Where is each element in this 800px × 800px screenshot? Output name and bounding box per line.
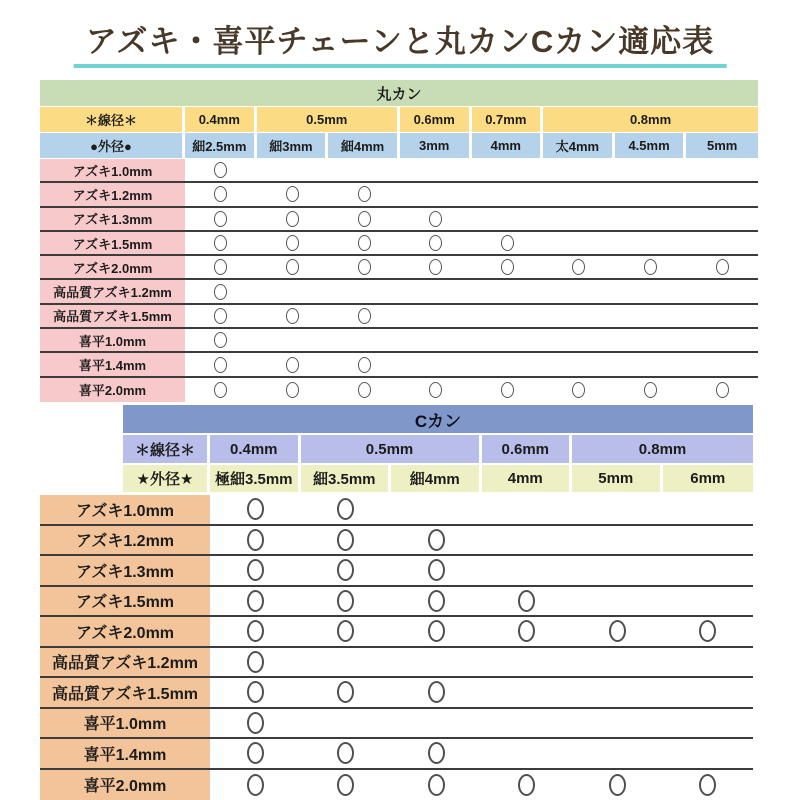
- wire-diameter-value: 0.4mm: [210, 435, 301, 463]
- mark-cell: [686, 280, 758, 302]
- outer-diameter-value: 3mm: [400, 133, 472, 158]
- mark-cell: [472, 208, 544, 230]
- mark-cell: [328, 208, 400, 230]
- mark-cell: [301, 648, 392, 677]
- mark-cell: [615, 232, 687, 254]
- compatible-circle-mark: [286, 357, 299, 373]
- mark-cell: [257, 305, 329, 327]
- chain-type-label: 高品質アズキ1.5mm: [40, 678, 210, 707]
- compatible-circle-mark: [286, 308, 299, 324]
- compatible-circle-mark: [428, 742, 445, 764]
- marukan-wire-diameter-row: [40, 107, 758, 132]
- mark-cell: [328, 329, 400, 351]
- mark-cell: [572, 770, 663, 800]
- mark-cell: [543, 280, 615, 302]
- compatible-circle-mark: [286, 235, 299, 251]
- mark-cell: [210, 678, 301, 707]
- marukan-outer-diameter-row: [40, 133, 758, 158]
- table-row: [40, 232, 758, 256]
- mark-cell: [301, 709, 392, 738]
- table-row: [40, 526, 753, 557]
- table-row: [40, 617, 753, 648]
- mark-cell: [391, 587, 482, 616]
- mark-cell: [210, 739, 301, 768]
- mark-cell: [400, 353, 472, 375]
- outer-diameter-value: 5mm: [572, 465, 663, 492]
- chain-type-label: 高品質アズキ1.2mm: [40, 280, 185, 302]
- compatible-circle-mark: [358, 259, 371, 275]
- mark-cell: [391, 648, 482, 677]
- compatible-circle-mark: [429, 382, 442, 398]
- mark-cell: [686, 183, 758, 205]
- mark-cell: [257, 208, 329, 230]
- mark-cell: [400, 280, 472, 302]
- compatible-circle-mark: [286, 211, 299, 227]
- table-row: [40, 280, 758, 304]
- chain-type-label: アズキ1.3mm: [40, 208, 185, 230]
- mark-cell: [472, 305, 544, 327]
- wire-diameter-value: 0.7mm: [472, 107, 544, 132]
- compatible-circle-mark: [214, 332, 227, 348]
- outer-diameter-value: 4.5mm: [615, 133, 687, 158]
- mark-cell: [686, 378, 758, 402]
- mark-cell: [391, 770, 482, 800]
- compatible-circle-mark: [247, 498, 264, 520]
- mark-cell: [391, 709, 482, 738]
- mark-cell: [686, 305, 758, 327]
- outer-diameter-value: 細2.5mm: [185, 133, 257, 158]
- table-row: [40, 378, 758, 402]
- chain-type-label: アズキ1.2mm: [40, 526, 210, 555]
- mark-cell: [301, 587, 392, 616]
- table-row: [40, 329, 758, 353]
- mark-cell: [391, 495, 482, 524]
- compatible-circle-mark: [214, 357, 227, 373]
- compatible-circle-mark: [214, 162, 227, 178]
- mark-cell: [572, 648, 663, 677]
- mark-cell: [663, 617, 754, 646]
- mark-cell: [472, 378, 544, 402]
- table-row: [40, 183, 758, 207]
- compatible-circle-mark: [214, 259, 227, 275]
- wire-diameter-value: 0.6mm: [400, 107, 472, 132]
- mark-cell: [663, 587, 754, 616]
- wire-diameter-row-label: ＊線径＊: [123, 435, 210, 463]
- mark-cell: [210, 556, 301, 585]
- compatible-circle-mark: [337, 590, 354, 612]
- mark-cell: [185, 159, 257, 181]
- mark-cell: [615, 353, 687, 375]
- ckan-wire-diameter-row: [123, 435, 753, 463]
- mark-cell: [615, 183, 687, 205]
- mark-cell: [210, 709, 301, 738]
- chain-type-label: 喜平1.0mm: [40, 709, 210, 738]
- mark-cell: [543, 256, 615, 278]
- mark-cell: [482, 526, 573, 555]
- compatible-circle-mark: [429, 259, 442, 275]
- mark-cell: [301, 770, 392, 800]
- mark-cell: [686, 159, 758, 181]
- compatible-circle-mark: [609, 620, 626, 642]
- compatible-circle-mark: [337, 620, 354, 642]
- compatible-circle-mark: [428, 559, 445, 581]
- mark-cell: [663, 739, 754, 768]
- mark-cell: [686, 353, 758, 375]
- mark-cell: [663, 526, 754, 555]
- mark-cell: [615, 159, 687, 181]
- table-row: [40, 556, 753, 587]
- wire-diameter-value: 0.5mm: [257, 107, 400, 132]
- mark-cell: [257, 183, 329, 205]
- outer-diameter-value: 細3mm: [257, 133, 329, 158]
- mark-cell: [482, 587, 573, 616]
- compatible-circle-mark: [358, 186, 371, 202]
- mark-cell: [400, 305, 472, 327]
- wire-diameter-value: 0.6mm: [482, 435, 573, 463]
- compatible-circle-mark: [644, 259, 657, 275]
- mark-cell: [472, 232, 544, 254]
- compatible-circle-mark: [247, 742, 264, 764]
- chain-type-label: 高品質アズキ1.2mm: [40, 648, 210, 677]
- mark-cell: [482, 678, 573, 707]
- mark-cell: [257, 353, 329, 375]
- compatible-circle-mark: [428, 774, 445, 796]
- mark-cell: [572, 495, 663, 524]
- marukan-table: [40, 80, 758, 402]
- compatible-circle-mark: [501, 259, 514, 275]
- mark-cell: [663, 770, 754, 800]
- outer-diameter-row-label: ★外径★: [123, 465, 210, 492]
- table-row: [40, 678, 753, 709]
- mark-cell: [572, 526, 663, 555]
- wire-diameter-value: 0.5mm: [301, 435, 482, 463]
- chain-type-label: アズキ1.5mm: [40, 587, 210, 616]
- ckan-table-header: Cカン: [123, 405, 753, 433]
- outer-diameter-value: 極細3.5mm: [210, 465, 301, 492]
- mark-cell: [185, 329, 257, 351]
- mark-cell: [572, 709, 663, 738]
- mark-cell: [210, 617, 301, 646]
- outer-diameter-row-label: ●外径●: [40, 133, 185, 158]
- mark-cell: [328, 159, 400, 181]
- mark-cell: [615, 280, 687, 302]
- compatible-circle-mark: [247, 529, 264, 551]
- mark-cell: [615, 329, 687, 351]
- mark-cell: [328, 256, 400, 278]
- chain-type-label: 喜平1.4mm: [40, 353, 185, 375]
- table-row: [40, 495, 753, 526]
- mark-cell: [472, 280, 544, 302]
- compatible-circle-mark: [337, 681, 354, 703]
- mark-cell: [482, 648, 573, 677]
- mark-cell: [257, 329, 329, 351]
- mark-cell: [185, 256, 257, 278]
- compatible-circle-mark: [214, 284, 227, 300]
- mark-cell: [472, 353, 544, 375]
- mark-cell: [400, 208, 472, 230]
- mark-cell: [615, 378, 687, 402]
- table-row: [40, 739, 753, 770]
- mark-cell: [400, 329, 472, 351]
- mark-cell: [615, 305, 687, 327]
- mark-cell: [301, 617, 392, 646]
- compatible-circle-mark: [572, 382, 585, 398]
- compatible-circle-mark: [337, 498, 354, 520]
- mark-cell: [257, 159, 329, 181]
- mark-cell: [210, 495, 301, 524]
- mark-cell: [301, 495, 392, 524]
- mark-cell: [482, 709, 573, 738]
- mark-cell: [615, 208, 687, 230]
- table-row: [40, 587, 753, 618]
- mark-cell: [543, 305, 615, 327]
- compatible-circle-mark: [572, 259, 585, 275]
- chain-type-label: アズキ2.0mm: [40, 617, 210, 646]
- mark-cell: [185, 208, 257, 230]
- mark-cell: [472, 183, 544, 205]
- compatible-circle-mark: [337, 559, 354, 581]
- mark-cell: [686, 232, 758, 254]
- mark-cell: [572, 617, 663, 646]
- ckan-outer-diameter-row: [123, 465, 753, 492]
- compatible-circle-mark: [247, 559, 264, 581]
- compatible-circle-mark: [337, 742, 354, 764]
- mark-cell: [572, 587, 663, 616]
- compatible-circle-mark: [337, 529, 354, 551]
- chain-type-label: アズキ1.0mm: [40, 159, 185, 181]
- mark-cell: [543, 378, 615, 402]
- compatible-circle-mark: [247, 620, 264, 642]
- table-row: [40, 709, 753, 740]
- chain-type-label: アズキ1.5mm: [40, 232, 185, 254]
- mark-cell: [400, 378, 472, 402]
- marukan-table-body: [40, 159, 758, 402]
- compatible-circle-mark: [247, 712, 264, 734]
- compatible-circle-mark: [214, 211, 227, 227]
- mark-cell: [185, 232, 257, 254]
- mark-cell: [210, 648, 301, 677]
- mark-cell: [482, 556, 573, 585]
- mark-cell: [400, 183, 472, 205]
- table-row: [40, 305, 758, 329]
- compatible-circle-mark: [214, 308, 227, 324]
- outer-diameter-value: 6mm: [663, 465, 754, 492]
- mark-cell: [257, 280, 329, 302]
- chain-type-label: 喜平1.0mm: [40, 329, 185, 351]
- mark-cell: [301, 678, 392, 707]
- mark-cell: [328, 305, 400, 327]
- compatible-circle-mark: [358, 211, 371, 227]
- compatible-circle-mark: [286, 259, 299, 275]
- compatible-circle-mark: [247, 774, 264, 796]
- mark-cell: [328, 232, 400, 254]
- compatible-circle-mark: [518, 590, 535, 612]
- chain-type-label: アズキ1.0mm: [40, 495, 210, 524]
- compatible-circle-mark: [428, 590, 445, 612]
- mark-cell: [391, 739, 482, 768]
- mark-cell: [400, 232, 472, 254]
- mark-cell: [615, 256, 687, 278]
- mark-cell: [328, 183, 400, 205]
- mark-cell: [472, 329, 544, 351]
- mark-cell: [543, 183, 615, 205]
- wire-diameter-value: 0.8mm: [543, 107, 758, 132]
- compatible-circle-mark: [214, 235, 227, 251]
- compatible-circle-mark: [501, 235, 514, 251]
- ckan-table: [40, 405, 753, 800]
- compatible-circle-mark: [644, 382, 657, 398]
- mark-cell: [257, 256, 329, 278]
- compatible-circle-mark: [429, 235, 442, 251]
- mark-cell: [391, 617, 482, 646]
- mark-cell: [663, 495, 754, 524]
- table-row: [40, 648, 753, 679]
- mark-cell: [185, 183, 257, 205]
- outer-diameter-value: 4mm: [482, 465, 573, 492]
- wire-diameter-value: 0.8mm: [572, 435, 753, 463]
- compatible-circle-mark: [214, 382, 227, 398]
- compatible-circle-mark: [358, 382, 371, 398]
- compatible-circle-mark: [518, 774, 535, 796]
- mark-cell: [543, 353, 615, 375]
- ckan-table-body: [40, 495, 753, 800]
- table-row: [40, 256, 758, 280]
- mark-cell: [472, 256, 544, 278]
- mark-cell: [572, 556, 663, 585]
- compatible-circle-mark: [428, 529, 445, 551]
- chain-type-label: アズキ1.2mm: [40, 183, 185, 205]
- chain-type-label: アズキ2.0mm: [40, 256, 185, 278]
- mark-cell: [391, 678, 482, 707]
- table-row: [40, 353, 758, 377]
- mark-cell: [210, 587, 301, 616]
- outer-diameter-value: 4mm: [472, 133, 544, 158]
- mark-cell: [663, 648, 754, 677]
- compatible-circle-mark: [699, 774, 716, 796]
- compatible-circle-mark: [286, 186, 299, 202]
- page-title: アズキ・喜平チェーンと丸カンCカン適応表: [74, 16, 727, 68]
- compatible-circle-mark: [428, 620, 445, 642]
- mark-cell: [686, 208, 758, 230]
- mark-cell: [663, 556, 754, 585]
- chain-type-label: 喜平2.0mm: [40, 770, 210, 800]
- compatible-circle-mark: [247, 681, 264, 703]
- table-row: [40, 159, 758, 183]
- mark-cell: [185, 280, 257, 302]
- mark-cell: [301, 556, 392, 585]
- chain-type-label: 高品質アズキ1.5mm: [40, 305, 185, 327]
- mark-cell: [391, 526, 482, 555]
- mark-cell: [663, 678, 754, 707]
- mark-cell: [482, 770, 573, 800]
- compatible-circle-mark: [247, 590, 264, 612]
- mark-cell: [482, 495, 573, 524]
- marukan-table-header: 丸カン: [40, 80, 758, 106]
- compatible-circle-mark: [501, 382, 514, 398]
- table-row: [40, 208, 758, 232]
- mark-cell: [328, 280, 400, 302]
- mark-cell: [482, 739, 573, 768]
- mark-cell: [301, 739, 392, 768]
- chain-type-label: 喜平2.0mm: [40, 378, 185, 402]
- chain-type-label: アズキ1.3mm: [40, 556, 210, 585]
- mark-cell: [543, 232, 615, 254]
- compatible-circle-mark: [358, 235, 371, 251]
- compatible-circle-mark: [286, 382, 299, 398]
- mark-cell: [663, 709, 754, 738]
- mark-cell: [301, 526, 392, 555]
- compatible-circle-mark: [716, 259, 729, 275]
- outer-diameter-value: 細4mm: [391, 465, 482, 492]
- mark-cell: [572, 739, 663, 768]
- wire-diameter-row-label: ＊線径＊: [40, 107, 185, 132]
- outer-diameter-value: 5mm: [686, 133, 758, 158]
- compatible-circle-mark: [337, 774, 354, 796]
- mark-cell: [257, 378, 329, 402]
- mark-cell: [328, 353, 400, 375]
- outer-diameter-value: 細4mm: [328, 133, 400, 158]
- outer-diameter-value: 細3.5mm: [301, 465, 392, 492]
- mark-cell: [185, 305, 257, 327]
- mark-cell: [482, 617, 573, 646]
- compatible-circle-mark: [716, 382, 729, 398]
- chain-type-label: 喜平1.4mm: [40, 739, 210, 768]
- mark-cell: [400, 256, 472, 278]
- mark-cell: [328, 378, 400, 402]
- mark-cell: [185, 353, 257, 375]
- mark-cell: [185, 378, 257, 402]
- mark-cell: [686, 329, 758, 351]
- mark-cell: [210, 770, 301, 800]
- compatible-circle-mark: [609, 774, 626, 796]
- mark-cell: [543, 208, 615, 230]
- compatible-circle-mark: [428, 681, 445, 703]
- mark-cell: [257, 232, 329, 254]
- mark-cell: [686, 256, 758, 278]
- outer-diameter-value: 太4mm: [543, 133, 615, 158]
- mark-cell: [472, 159, 544, 181]
- wire-diameter-value: 0.4mm: [185, 107, 257, 132]
- mark-cell: [400, 159, 472, 181]
- compatible-circle-mark: [429, 211, 442, 227]
- compatible-circle-mark: [699, 620, 716, 642]
- compatible-circle-mark: [214, 186, 227, 202]
- compatible-circle-mark: [358, 357, 371, 373]
- compatible-circle-mark: [247, 651, 264, 673]
- mark-cell: [210, 526, 301, 555]
- table-row: [40, 770, 753, 800]
- mark-cell: [572, 678, 663, 707]
- compatible-circle-mark: [518, 620, 535, 642]
- mark-cell: [543, 329, 615, 351]
- mark-cell: [543, 159, 615, 181]
- mark-cell: [391, 556, 482, 585]
- compatible-circle-mark: [358, 308, 371, 324]
